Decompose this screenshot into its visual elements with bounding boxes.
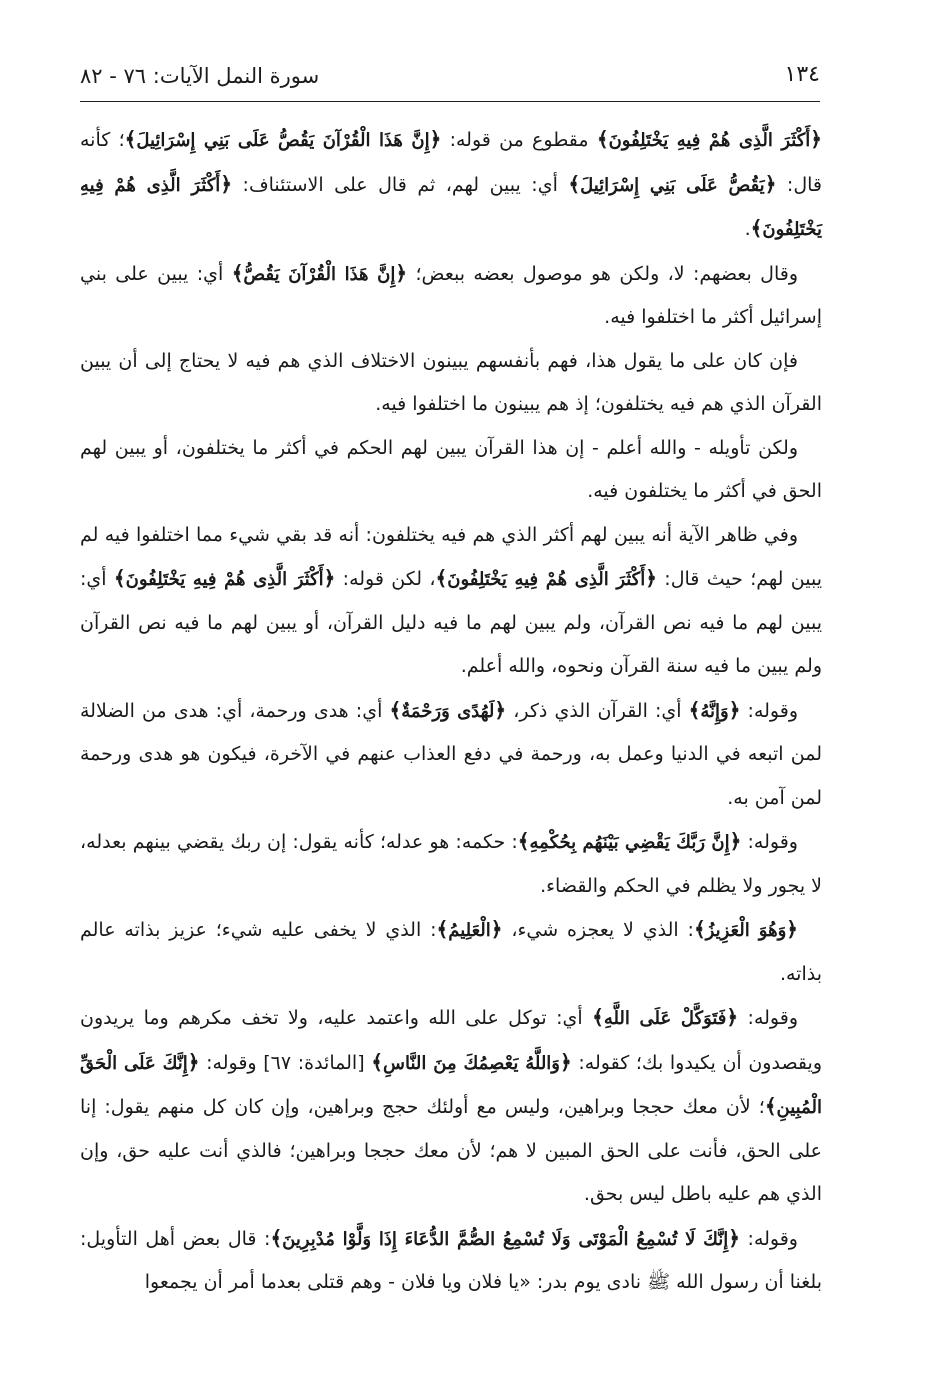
prose-text: ؛ كأنه قال: (80, 129, 823, 196)
quran-quote: ﴿إِنَّ هَذَا الْقُرْآنَ يَقُصُّ﴾ (231, 260, 408, 285)
quran-quote-text: أَكْثَرَ الَّذِى هُمْ فِيهِ يَخْتَلِفُونَ (447, 569, 646, 590)
prose-text: وفي ظاهر الآية أنه يبين لهم أكثر الذي هم فيه يختلفون: أنه قد بقي شيء مما اختلفوا فيه لم يبين لهم؛ حيث قال: (80, 523, 822, 590)
header-divider (80, 101, 820, 102)
quran-quote: ﴿وَاللَّهُ يَعْصِمُكَ مِنَ النَّاسِ﴾ (371, 1049, 572, 1074)
prose-text: مقطوع من قوله: (441, 129, 597, 151)
quran-quote-text: إِنَّكَ لَا تُسْمِعُ الْمَوْتَى وَلَا تُسْمِعُ الصُّمَّ الدُّعَاءَ إِذَا وَلَّوْا مُدْبِرِينَ (282, 1228, 729, 1250)
paragraph (80, 340, 822, 427)
paragraph (80, 252, 822, 340)
quran-quote: ﴿إِنَّ رَبَّكَ يَقْضِي بَيْنَهُم بِحُكْمِهِ﴾ (517, 829, 742, 853)
prose-text: [المائدة: ٦٧] وقوله: (199, 1051, 372, 1074)
quran-quote: ﴿إِنَّكَ لَا تُسْمِعُ الْمَوْتَى وَلَا تُسْمِعُ الصُّمَّ الدُّعَاءَ إِذَا وَلَّوْا مُدْبِرِينَ﴾ (270, 1225, 741, 1250)
quran-quote: ﴿الْعَلِيمُ﴾ (436, 917, 503, 941)
quran-quote-text: إِنَّكَ عَلَى الْحَقِّ الْمُبِينِ (80, 1052, 822, 1118)
quran-quote-text: إِنَّ رَبَّكَ يَقْضِي بَيْنَهُم بِحُكْمِهِ (529, 832, 730, 853)
prose-text: وقوله: (741, 831, 798, 853)
paragraph (80, 908, 822, 996)
paragraph (80, 689, 822, 821)
prose-text: وقوله: (740, 1227, 798, 1250)
paragraph (80, 514, 822, 689)
prose-text: وقوله: (738, 1007, 798, 1029)
quran-quote-text: لَهُدًى وَرَحْمَةٌ (401, 700, 495, 722)
paragraph (80, 820, 822, 908)
quran-quote-text: إِنَّ هَذَا الْقُرْآنَ يَقُصُّ (243, 263, 396, 285)
prose-text: . (744, 218, 751, 240)
page-number: ١٣٤ (784, 62, 820, 87)
quran-quote-text: يَقُصُّ عَلَى بَنِي إِسْرَائِيلَ (580, 174, 765, 196)
body-text (80, 118, 822, 1305)
prose-text: أي: يبين لهم ما فيه نص القرآن، ولم يبين لهم ما فيه دليل القرآن، أو يبين لهم ما فيه نص القرآن ولم يبين ما فيه سنة القرآن ونحوه، والله أعلم. (80, 568, 822, 677)
quran-quote-text: وَإِنَّهُ (700, 700, 729, 722)
prose-text: وقال بعضهم: لا، ولكن هو موصول بعضه ببعض؛ (407, 262, 799, 285)
quran-quote-text: فَتَوَكَّلْ عَلَى اللَّهِ (603, 1008, 727, 1029)
prose-text: وقوله: (740, 699, 798, 722)
quran-quote: ﴿فَتَوَكَّلْ عَلَى اللَّهِ﴾ (592, 1005, 739, 1029)
quran-quote: ﴿أَكْثَرَ الَّذِى هُمْ فِيهِ يَخْتَلِفُونَ﴾ (113, 566, 336, 590)
paragraph (80, 427, 822, 514)
quran-quote: ﴿أَكْثَرَ الَّذِى هُمْ فِيهِ يَخْتَلِفُونَ﴾ (596, 127, 823, 151)
quran-quote: ﴿وَهُوَ الْعَزِيزُ﴾ (693, 917, 798, 941)
prose-text: أي: يبين لهم، ثم قال على الاستئناف: (232, 173, 569, 196)
prose-text: فإن كان على ما يقول هذا، فهم بأنفسهم يبينون الاختلاف الذي هم فيه لا يحتاج إلى أن يبين القرآن الذي هم فيه يختلفون؛ إذ هم يبينون ما اختلفوا فيه. (80, 349, 822, 415)
prose-text: ولكن تأويله - والله أعلم - إن هذا القرآن يبين لهم الحكم في أكثر ما يختلفون، أو يبين لهم الحق في أكثر ما يختلفون فيه. (80, 436, 822, 502)
paragraph (80, 118, 822, 252)
prose-text: : الذي لا يعجزه شيء، (502, 919, 694, 941)
quran-quote: ﴿إِنَّ هَذَا الْقُرْآنَ يَقُصُّ عَلَى بَنِي إِسْرَائِيلَ﴾ (124, 127, 442, 151)
prose-text: ؛ لأن معك حججا وبراهين، وليس مع أولئك حجج وبراهين، وإن كان كل منهم يقول: إنا على الحق، فأنت على الحق المبين لا هم؛ لأن معك حججا وبراهين؛ فالذي أنت عليه حق، وإن الذي هم عليه باطل ليس بحق. (80, 1096, 822, 1205)
quran-quote-text: أَكْثَرَ الَّذِى هُمْ فِيهِ يَخْتَلِفُونَ (608, 130, 811, 151)
quran-quote: ﴿إِنَّكَ عَلَى الْحَقِّ الْمُبِينِ﴾ (80, 1049, 822, 1118)
quran-quote-text: إِنَّ هَذَا الْقُرْآنَ يَقُصُّ عَلَى بَنِي إِسْرَائِيلَ (136, 130, 430, 151)
paragraph (80, 996, 822, 1217)
quran-quote: ﴿أَكْثَرَ الَّذِى هُمْ فِيهِ يَخْتَلِفُونَ﴾ (435, 566, 657, 590)
quran-quote-text: وَهُوَ الْعَزِيزُ (705, 920, 787, 941)
prose-text: أي: القرآن الذي ذكر، (506, 699, 689, 722)
quran-quote-text: الْعَلِيمُ (448, 920, 491, 941)
quran-quote: ﴿يَقُصُّ عَلَى بَنِي إِسْرَائِيلَ﴾ (568, 171, 777, 196)
quran-quote-text: أَكْثَرَ الَّذِى هُمْ فِيهِ يَخْتَلِفُونَ (125, 569, 324, 590)
prose-text: : حكمه: هو عدله؛ كأنه يقول: إن ربك يقضي بينهم بعدله، لا يجور ولا يظلم في الحكم والقضاء. (80, 831, 822, 897)
running-title: سورة النمل الآيات: ٧٦ - ٨٢ (80, 64, 320, 88)
prose-text: ، لكن قوله: (335, 568, 436, 590)
prose-text: أي: هدى ورحمة، أي: هدى من الضلالة لمن اتبعه في الدنيا وعمل به، ورحمة في دفع العذاب عنهم في الآخرة، فيكون هو هدى ورحمة لمن آمن به. (80, 699, 822, 809)
quran-quote-text: وَاللَّهُ يَعْصِمُكَ مِنَ النَّاسِ (382, 1052, 561, 1074)
prose-text: : الذي لا يخفى عليه شيء؛ عزيز بذاته عالم بذاته. (80, 919, 822, 985)
prose-text: : قال بعض أهل التأويل: بلغنا أن رسول الله ﷺ نادى يوم بدر: «يا فلان ويا فلان - وهم قتلى بعدما أمر أن يجمعوا (80, 1227, 822, 1293)
quran-quote: ﴿أَكْثَرَ الَّذِى هُمْ فِيهِ يَخْتَلِفُونَ﴾ (80, 171, 822, 240)
prose-text: أي: توكل على الله واعتمد عليه، ولا تخف مكرهم وما يريدون ويقصدون أن يكيدوا بك؛ كقوله: (80, 1007, 823, 1074)
paragraph (80, 1217, 822, 1305)
prose-text: أي: يبين على بني إسرائيل أكثر ما اختلفوا فيه. (80, 262, 822, 328)
quran-quote: ﴿لَهُدًى وَرَحْمَةٌ﴾ (389, 697, 507, 722)
page-header (80, 58, 820, 98)
quran-quote: ﴿وَإِنَّهُ﴾ (688, 697, 741, 722)
quran-quote-text: أَكْثَرَ الَّذِى هُمْ فِيهِ يَخْتَلِفُونَ (80, 174, 822, 240)
